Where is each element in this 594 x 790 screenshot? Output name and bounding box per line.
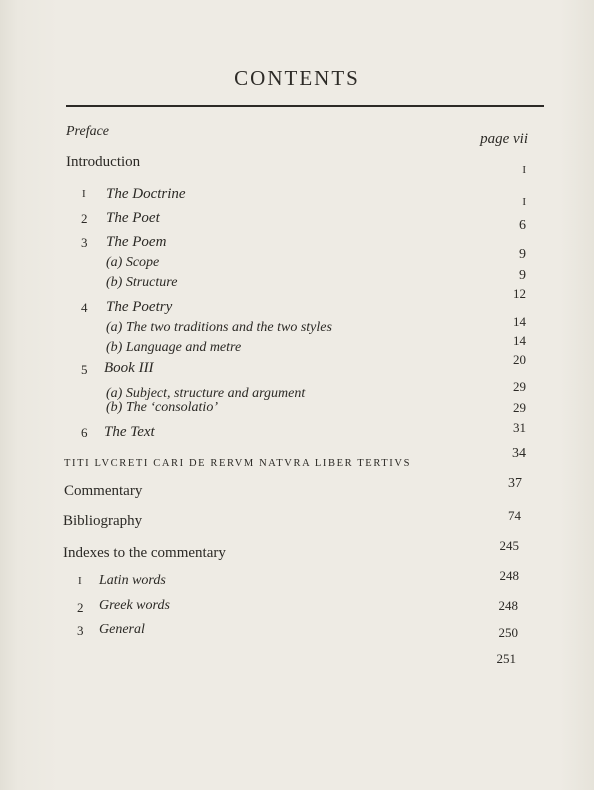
toc-page-preface: page vii [480, 131, 528, 147]
toc-label-poetry: The Poetry [106, 299, 173, 315]
toc-num-general: 3 [77, 623, 84, 638]
toc-num-poetry: 4 [81, 300, 88, 315]
toc-label-greek-words: Greek words [99, 598, 170, 613]
toc-page-scope: 9 [519, 268, 526, 283]
toc-label-consolatio: (b) The ‘consolatio’ [106, 400, 218, 415]
toc-page-bibliography: 245 [499, 538, 519, 553]
toc-num-text: 6 [81, 425, 88, 440]
toc-label-commentary: Commentary [64, 483, 143, 499]
toc-page-introduction: I [522, 164, 526, 176]
toc-label-poem: The Poem [106, 234, 167, 250]
page-title: CONTENTS [234, 66, 360, 90]
toc-page-latin-title: 37 [508, 476, 522, 491]
toc-page-poem: 9 [519, 247, 526, 262]
toc-num-book3: 5 [81, 362, 88, 377]
toc-num-latin-words: I [78, 575, 82, 587]
toc-page-doctrine: I [522, 196, 526, 208]
toc-page-book3: 29 [513, 379, 526, 394]
toc-page-latin-words: 248 [498, 598, 518, 613]
toc-label-language: (b) Language and metre [106, 340, 242, 355]
toc-label-preface: Preface [66, 124, 110, 139]
toc-page-structure: 12 [513, 286, 526, 301]
toc-label-indexes: Indexes to the commentary [63, 545, 226, 561]
toc-num-greek-words: 2 [77, 600, 84, 615]
toc-label-two-traditions: (a) The two traditions and the two styles [106, 320, 332, 335]
toc-page-poetry: 14 [513, 314, 526, 329]
toc-page-text: 34 [512, 446, 526, 461]
toc-label-bibliography: Bibliography [63, 513, 143, 529]
toc-label-poet: The Poet [106, 210, 160, 226]
toc-page-greek-words: 250 [498, 625, 518, 640]
toc-page-poet: 6 [519, 218, 526, 233]
title-rule [66, 105, 544, 107]
toc-label-structure: (b) Structure [106, 275, 178, 290]
toc-label-doctrine: The Doctrine [106, 186, 186, 202]
toc-page-subject: 29 [513, 400, 526, 415]
toc-label-subject: (a) Subject, structure and argument [106, 386, 306, 401]
toc-num-poet: 2 [81, 211, 88, 226]
toc-label-latin-words: Latin words [99, 573, 166, 588]
toc-label-introduction: Introduction [66, 154, 141, 170]
toc-page-indexes: 248 [499, 568, 519, 583]
toc-label-general: General [99, 622, 145, 637]
toc-label-book3: Book III [104, 360, 154, 376]
toc-page-language: 20 [513, 352, 526, 367]
toc-label-scope: (a) Scope [106, 255, 160, 270]
toc-page-general: 251 [496, 651, 516, 666]
toc-num-doctrine: I [82, 188, 86, 200]
toc-num-poem: 3 [81, 235, 88, 250]
toc-label-text: The Text [104, 424, 155, 440]
toc-page-commentary: 74 [508, 508, 521, 523]
toc-page-two-traditions: 14 [513, 333, 526, 348]
toc-page-consolatio: 31 [513, 420, 526, 435]
toc-label-latin-title: TITI LVCRETI CARI DE RERVM NATVRA LIBER TERTIVS [64, 458, 412, 469]
